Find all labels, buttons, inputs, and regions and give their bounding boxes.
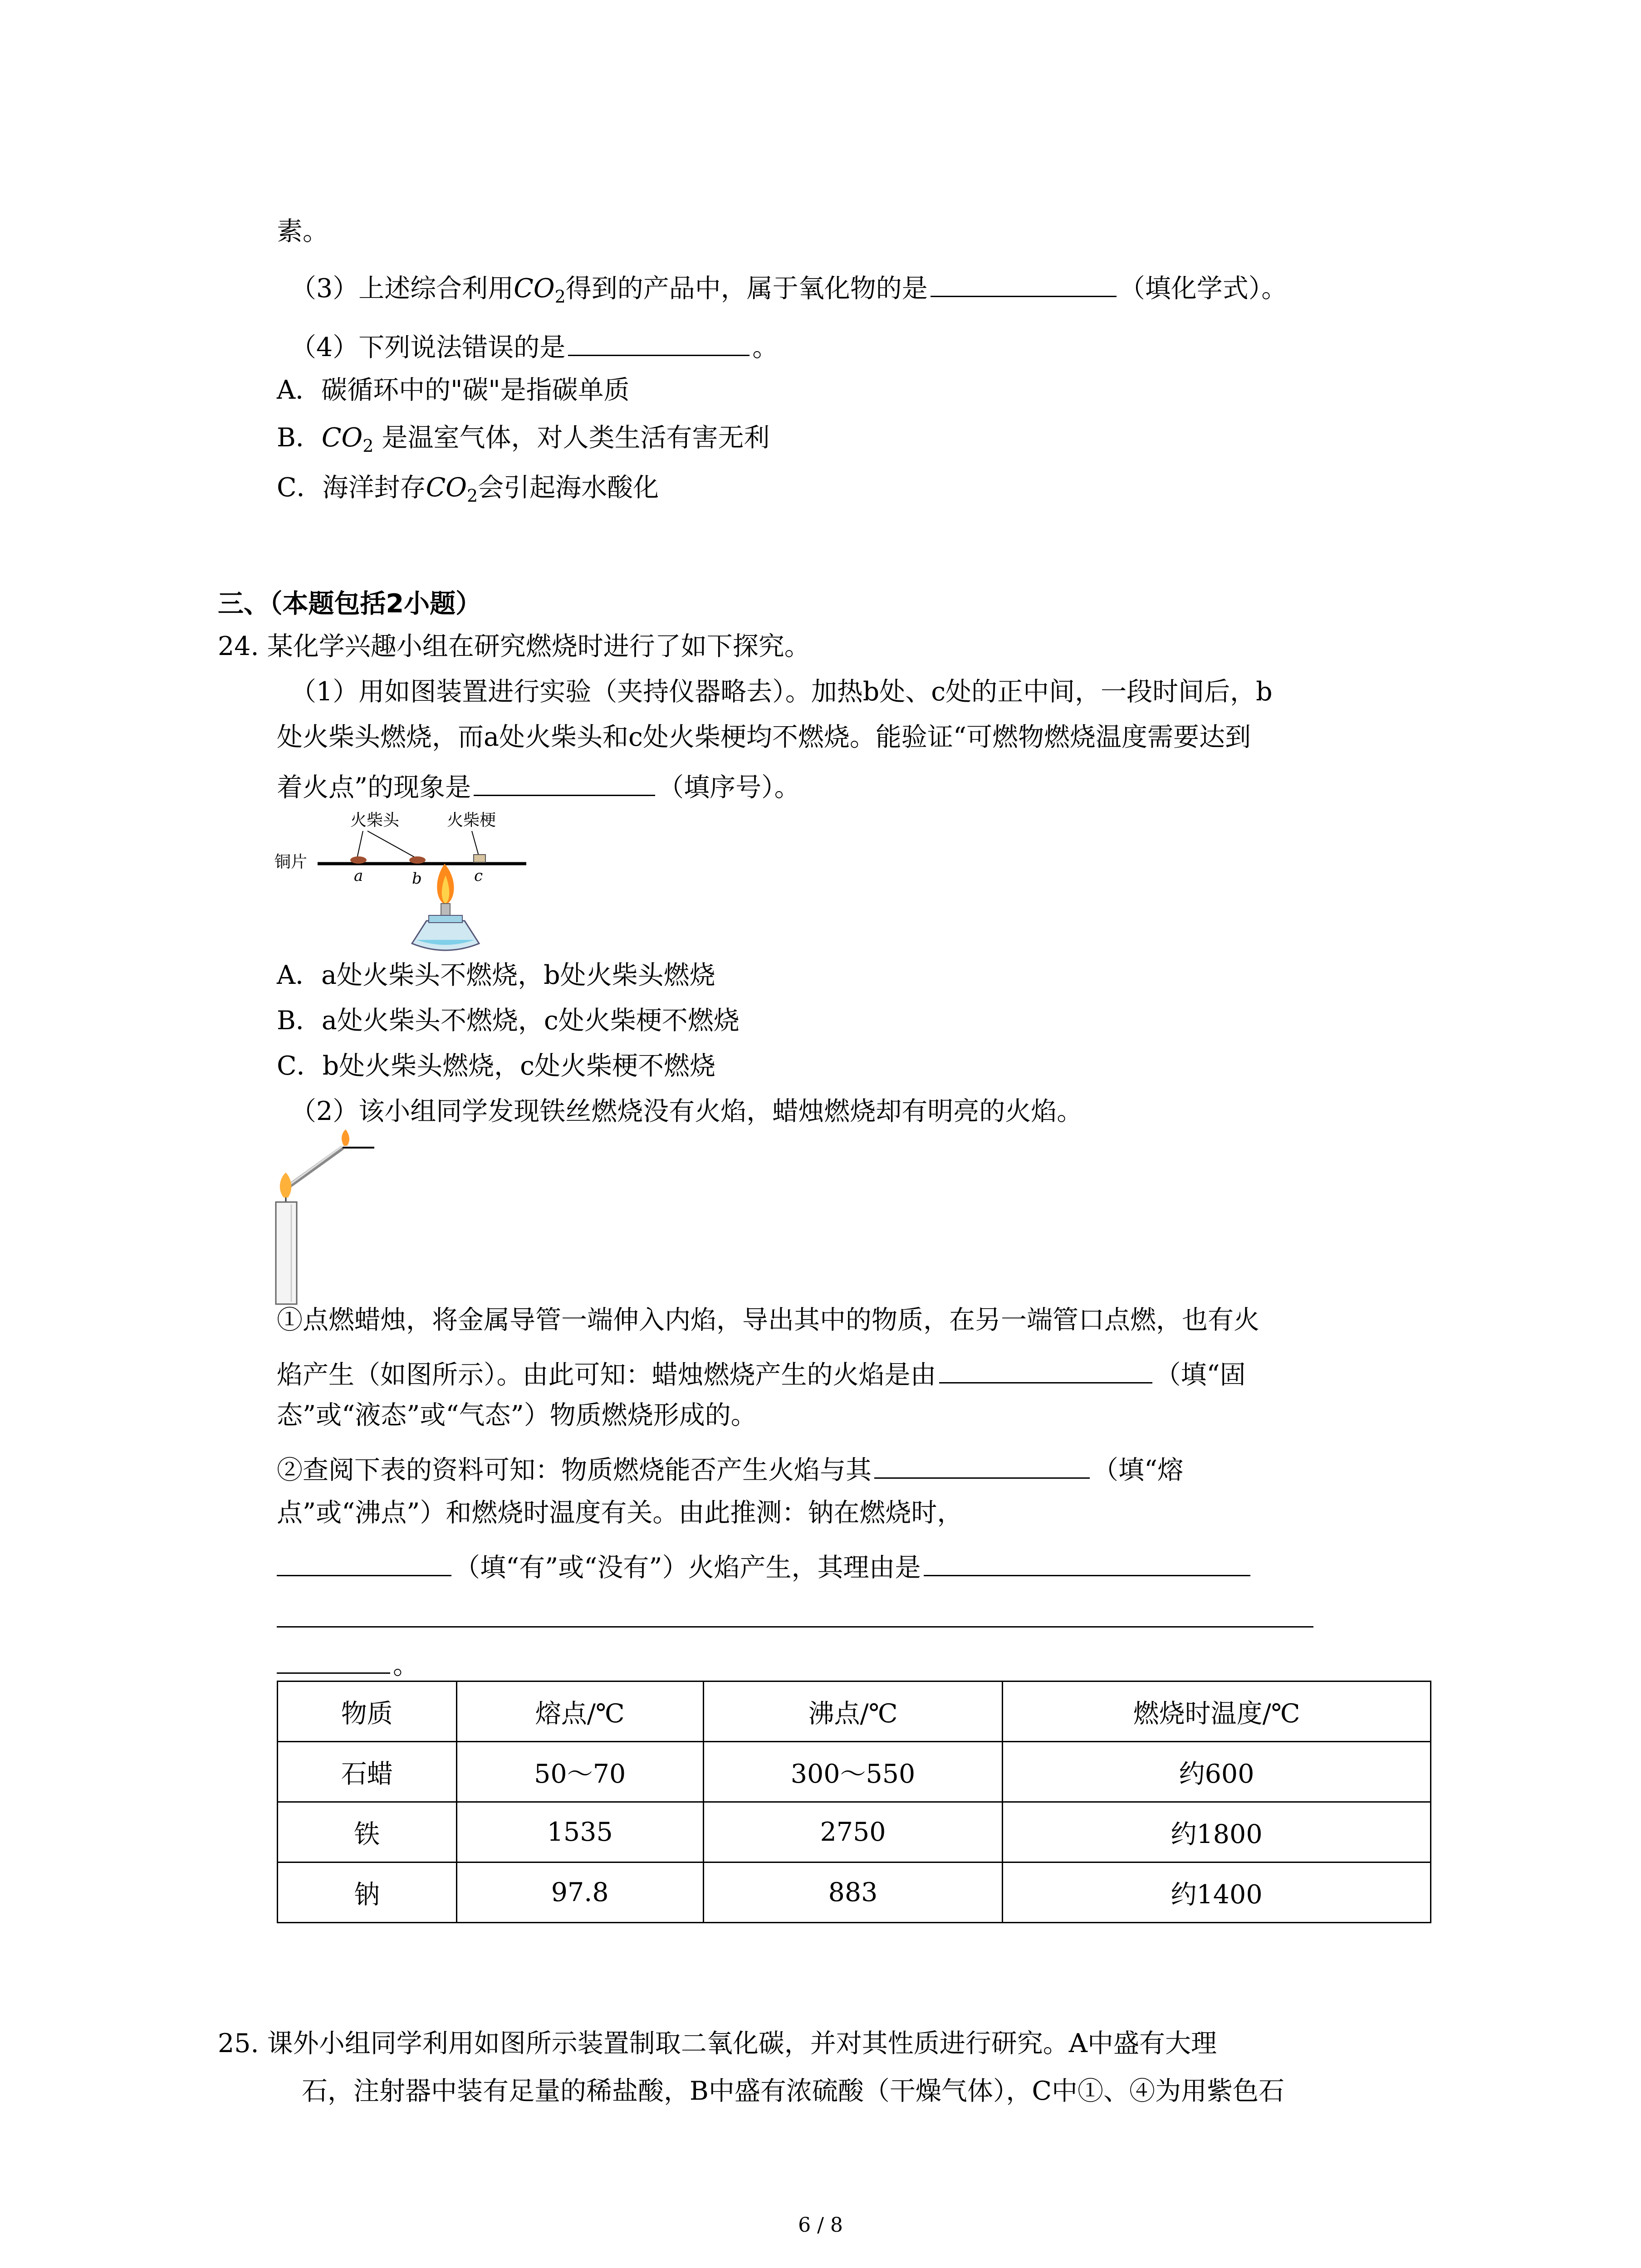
label-match-stem: 火柴梗 bbox=[447, 811, 496, 830]
answer-blank[interactable] bbox=[568, 327, 749, 356]
table-header: 燃烧时温度/℃ bbox=[1003, 1681, 1431, 1742]
table-cell: 石蜡 bbox=[278, 1742, 457, 1802]
q24-p1-line1: （1）用如图装置进行实验（夹持仪器略去）。加热b处、c处的正中间，一段时间后，b bbox=[290, 677, 1273, 707]
answer-blank[interactable] bbox=[277, 1547, 451, 1576]
continuation-text: 素。 bbox=[277, 216, 328, 246]
q24-option-b: B．a处火柴头不燃烧，c处火柴梗不燃烧 bbox=[277, 1006, 740, 1036]
table-cell: 1535 bbox=[456, 1802, 703, 1862]
q24-s1-line2: 焰产生（如图所示）。由此可知：蜡烛燃烧产生的火焰是由 （填“固 bbox=[277, 1354, 1246, 1393]
q24-s2-line3: （填“有”或“没有”）火焰产生，其理由是 bbox=[277, 1547, 1253, 1586]
point-a-label: a bbox=[354, 867, 363, 885]
table-cell: 2750 bbox=[703, 1802, 1002, 1862]
q23-option-c: C．海洋封存$CO_2$会引起海水酸化 bbox=[277, 473, 659, 506]
q24-stem: 24. 某化学兴趣小组在研究燃烧时进行了如下探究。 bbox=[218, 631, 810, 661]
label-match-head: 火柴头 bbox=[350, 811, 400, 830]
candle-icon bbox=[276, 1202, 297, 1304]
point-c-label: c bbox=[474, 867, 483, 885]
answer-blank[interactable] bbox=[924, 1547, 1250, 1576]
match-head-b bbox=[409, 856, 426, 864]
alcohol-lamp-icon bbox=[412, 921, 479, 950]
properties-table bbox=[277, 1681, 1431, 1923]
candle-tube-figure bbox=[263, 1129, 399, 1311]
tube-flame-icon bbox=[342, 1129, 349, 1146]
table-cell: 97.8 bbox=[456, 1862, 703, 1923]
q23-part3: （3）上述综合利用$CO_2$得到的产品中，属于氧化物的是 （填化学式）。 bbox=[290, 268, 1287, 315]
q24-s2-line1: ②查阅下表的资料可知：物质燃烧能否产生火焰与其 （填“熔 bbox=[277, 1449, 1183, 1488]
q23-part4: （4）下列说法错误的是 。 bbox=[290, 327, 778, 366]
table-cell: 883 bbox=[703, 1862, 1002, 1923]
answer-blank[interactable] bbox=[939, 1354, 1152, 1383]
q24-s2-line5: 。 bbox=[277, 1644, 419, 1683]
match-stem-c bbox=[474, 855, 485, 862]
answer-blank[interactable] bbox=[931, 268, 1117, 297]
metal-tube bbox=[286, 1148, 343, 1188]
table-cell: 钠 bbox=[278, 1862, 457, 1923]
table-cell: 约1400 bbox=[1003, 1862, 1431, 1923]
q24-p1-line2: 处火柴头燃烧，而a处火柴头和c处火柴梗均不燃烧。能验证“可燃物燃烧温度需要达到 bbox=[277, 722, 1251, 752]
table-header-row bbox=[278, 1681, 1431, 1742]
q25-line2: 石，注射器中装有足量的稀盐酸，B中盛有浓硫酸（干燥气体），C中①、④为用紫色石 bbox=[302, 2076, 1284, 2106]
point-b-label: b bbox=[412, 870, 422, 888]
answer-blank[interactable] bbox=[474, 767, 655, 796]
q24-s2-line2: 点”或“沸点”）和燃烧时温度有关。由此推测：钠在燃烧时， bbox=[277, 1498, 963, 1528]
table-cell: 铁 bbox=[278, 1802, 457, 1862]
table-row bbox=[278, 1862, 1431, 1923]
q24-s1-line3: 态”或“液态”或“气态”）物质燃烧形成的。 bbox=[277, 1400, 757, 1430]
q24-option-a: A．a处火柴头不燃烧，b处火柴头燃烧 bbox=[277, 960, 715, 990]
answer-blank-line[interactable] bbox=[277, 1626, 1313, 1628]
table-header: 物质 bbox=[278, 1681, 457, 1742]
table-cell: 约600 bbox=[1003, 1742, 1431, 1802]
q24-s1-line1: ①点燃蜡烛，将金属导管一端伸入内焰，导出其中的物质，在另一端管口点燃，也有火 bbox=[277, 1305, 1259, 1335]
q24-p1-line3: 着火点”的现象是 （填序号）。 bbox=[277, 767, 800, 806]
section-heading: 三、（本题包括2小题） bbox=[218, 589, 482, 619]
q23-option-a: A．碳循环中的"碳"是指碳单质 bbox=[277, 375, 630, 405]
table-row bbox=[278, 1742, 1431, 1802]
q24-p2: （2）该小组同学发现铁丝燃烧没有火焰，蜡烛燃烧却有明亮的火焰。 bbox=[290, 1096, 1083, 1126]
q24-option-c: C．b处火柴头燃烧，c处火柴梗不燃烧 bbox=[277, 1051, 716, 1081]
answer-blank[interactable] bbox=[874, 1449, 1090, 1479]
table-cell: 约1800 bbox=[1003, 1802, 1431, 1862]
match-head-a bbox=[350, 856, 367, 864]
q23-option-b: B．$CO_2$ 是温室气体，对人类生活有害无利 bbox=[277, 423, 770, 456]
q25-line1: 25. 课外小组同学利用如图所示装置制取二氧化碳，并对其性质进行研究。A中盛有大理 bbox=[218, 2028, 1217, 2058]
copper-plate-figure bbox=[272, 807, 544, 971]
answer-blank[interactable] bbox=[277, 1644, 390, 1674]
label-copper: 铜片 bbox=[274, 853, 308, 871]
table-header: 熔点/℃ bbox=[456, 1681, 703, 1742]
table-header: 沸点/℃ bbox=[703, 1681, 1002, 1742]
table-row bbox=[278, 1802, 1431, 1862]
table-cell: 300～550 bbox=[703, 1742, 1002, 1802]
table-cell: 50～70 bbox=[456, 1742, 703, 1802]
candle-flame-icon bbox=[280, 1173, 291, 1198]
page-number: 6 / 8 bbox=[798, 2214, 843, 2237]
